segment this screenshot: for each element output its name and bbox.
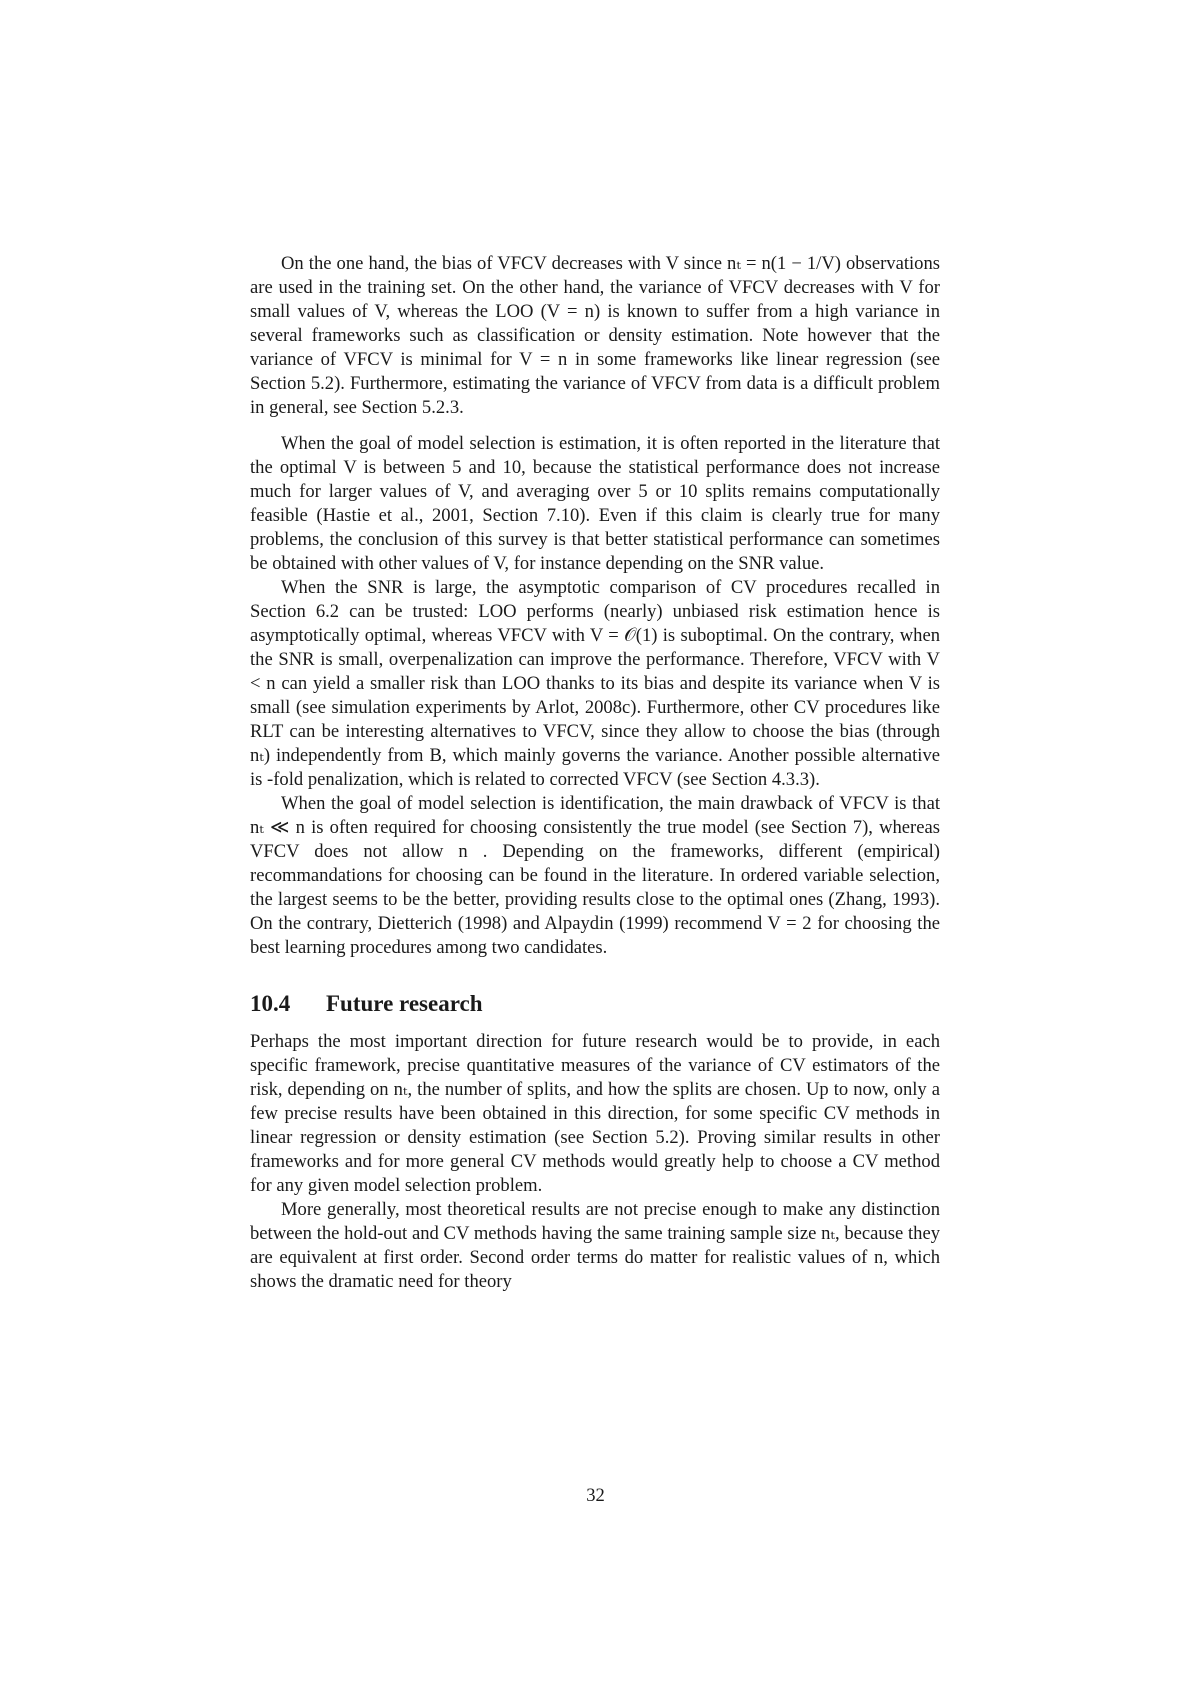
section-heading [250, 990, 940, 1018]
paragraph-future-research: Perhaps the most important direction for future research would be to provide, in each specific framework, precise quantitative measures of the variance of CV estimators of the risk, depending on nₜ, the number of splits, and how the splits are chosen. Up to now, only a few precise results have been obtained in this direction, for some specific CV methods in linear regression or density estimation (see Section 5.2). Proving similar results in other frameworks and for more general CV methods would greatly help to choose a CV method for any given model selection problem. [250, 1031, 940, 1196]
paragraph-vfcv-bias-variance: On the one hand, the bias of VFCV decreases with V since nₜ = n(1 − 1/V) observations are used in the training set. On the other hand, the variance of VFCV decreases with V for small values of V, whereas the LOO (V = n) is known to suffer from a high variance in several frameworks such as classification or density estimation. Note however that the variance of VFCV is minimal for V = n in some frameworks like linear regression (see Section 5.2). Furthermore, estimating the variance of VFCV from data is a difficult problem in general, see Section 5.2.3. [250, 253, 940, 418]
paragraph-optimal-v: When the goal of model selection is estimation, it is often reported in the literature that the optimal V is between 5 and 10, because the statistical performance does not increase much for larger values of V, and averaging over 5 or 10 splits remains computationally feasible (Hastie et al., 2001, Section 7.10). Even if this claim is clearly true for many problems, the conclusion of this survey is that better statistical performance can sometimes be obtained with other values of V, for instance depending on the SNR value. [250, 433, 940, 574]
section-title: Future research [326, 991, 483, 1016]
page-body [250, 252, 940, 1294]
paragraph-theory-need: More generally, most theoretical results are not precise enough to make any distinction between the hold-out and CV methods having the same training sample size nₜ, because they are equivalent at first order. Second order terms do matter for realistic values of n, which shows the dramatic need for theory [250, 1199, 940, 1292]
section-number: 10.4 [250, 991, 291, 1016]
page-number: 32 [586, 1485, 605, 1506]
paragraph-identification: When the goal of model selection is identification, the main drawback of VFCV is that nₜ ≪ n is often required for choosing consistently the true model (see Section 7), whereas VFCV does not allow n . Depending on the frameworks, different (empirical) recommandations for choosing can be found in the literature. In ordered variable selection, the largest seems to be the better, providing results close to the optimal ones (Zhang, 1993). On the contrary, Dietterich (1998) and Alpaydin (1999) recommend V = 2 for choosing the best learning procedures among two candidates. [250, 793, 940, 958]
paragraph-snr-large: When the SNR is large, the asymptotic comparison of CV procedures recalled in Section 6.2 can be trusted: LOO performs (nearly) unbiased risk estimation hence is asymptotically optimal, whereas VFCV with V = 𝒪(1) is suboptimal. On the contrary, when the SNR is small, overpenalization can improve the performance. Therefore, VFCV with V < n can yield a smaller risk than LOO thanks to its bias and despite its variance when V is small (see simulation experiments by Arlot, 2008c). Furthermore, other CV procedures like RLT can be interesting alternatives to VFCV, since they allow to choose the bias (through nₜ) independently from B, which mainly governs the variance. Another possible alternative is -fold penalization, which is related to corrected VFCV (see Section 4.3.3). [250, 577, 940, 790]
